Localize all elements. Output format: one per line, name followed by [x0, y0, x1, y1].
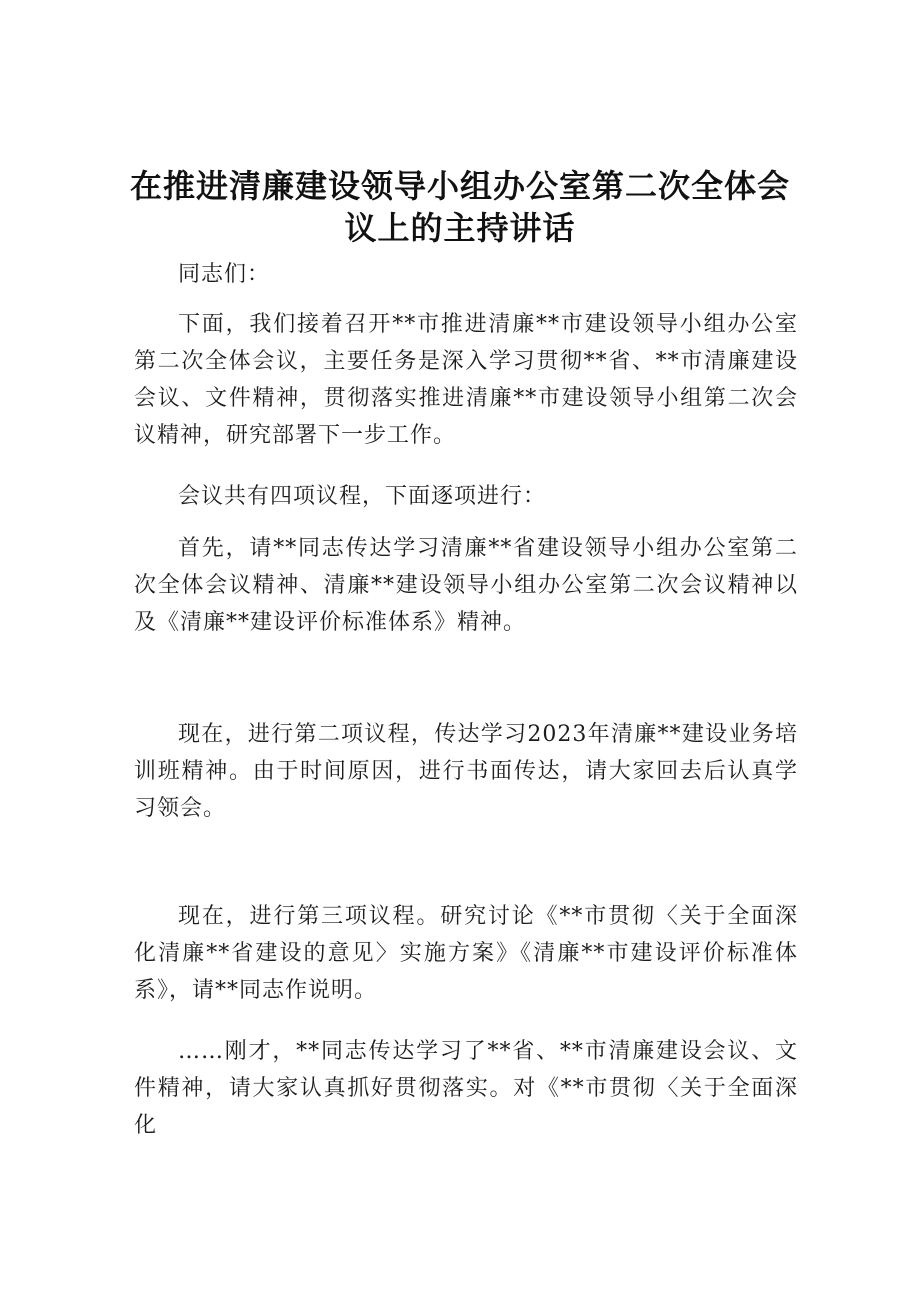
- paragraph-agenda-item-3: 现在，进行第三项议程。研究讨论《**市贯彻〈关于全面深化清廉**省建设的意见〉实施方案》《清廉**市建设评价标准体系》，请**同志作说明。: [134, 904, 798, 1003]
- paragraph-agenda-item-2: 现在，进行第二项议程，传达学习2023年清廉**建设业务培训班精神。由于时间原因，进行书面传达，请大家回去后认真学习领会。: [134, 722, 798, 821]
- document-title-line-2: 议上的主持讲话: [344, 209, 576, 247]
- paragraph-agenda-intro: 会议共有四项议程，下面逐项进行：: [178, 484, 547, 509]
- paragraph-opening: 下面，我们接着召开**市推进清廉**市建设领导小组办公室第二次全体会议，主要任务是深入学习贯彻**省、**市清廉建设会议、文件精神，贯彻落实推进清廉**市建设领导小组第二次会议精神，研究部署下一步工作。: [134, 312, 798, 448]
- salutation: 同志们：: [178, 262, 271, 287]
- document-title-line-1: 在推进清廉建设领导小组办公室第二次全体会: [129, 167, 790, 205]
- paragraph-agenda-item-1: 首先，请**同志传达学习清廉**省建设领导小组办公室第二次全体会议精神、清廉**建设领导小组办公室第二次会议精神以及《清廉**建设评价标准体系》精神。: [134, 536, 798, 635]
- paragraph-summary: ……刚才，**同志传达学习了**省、**市清廉建设会议、文件精神，请大家认真抓好贯彻落实。对《**市贯彻〈关于全面深化: [134, 1039, 798, 1138]
